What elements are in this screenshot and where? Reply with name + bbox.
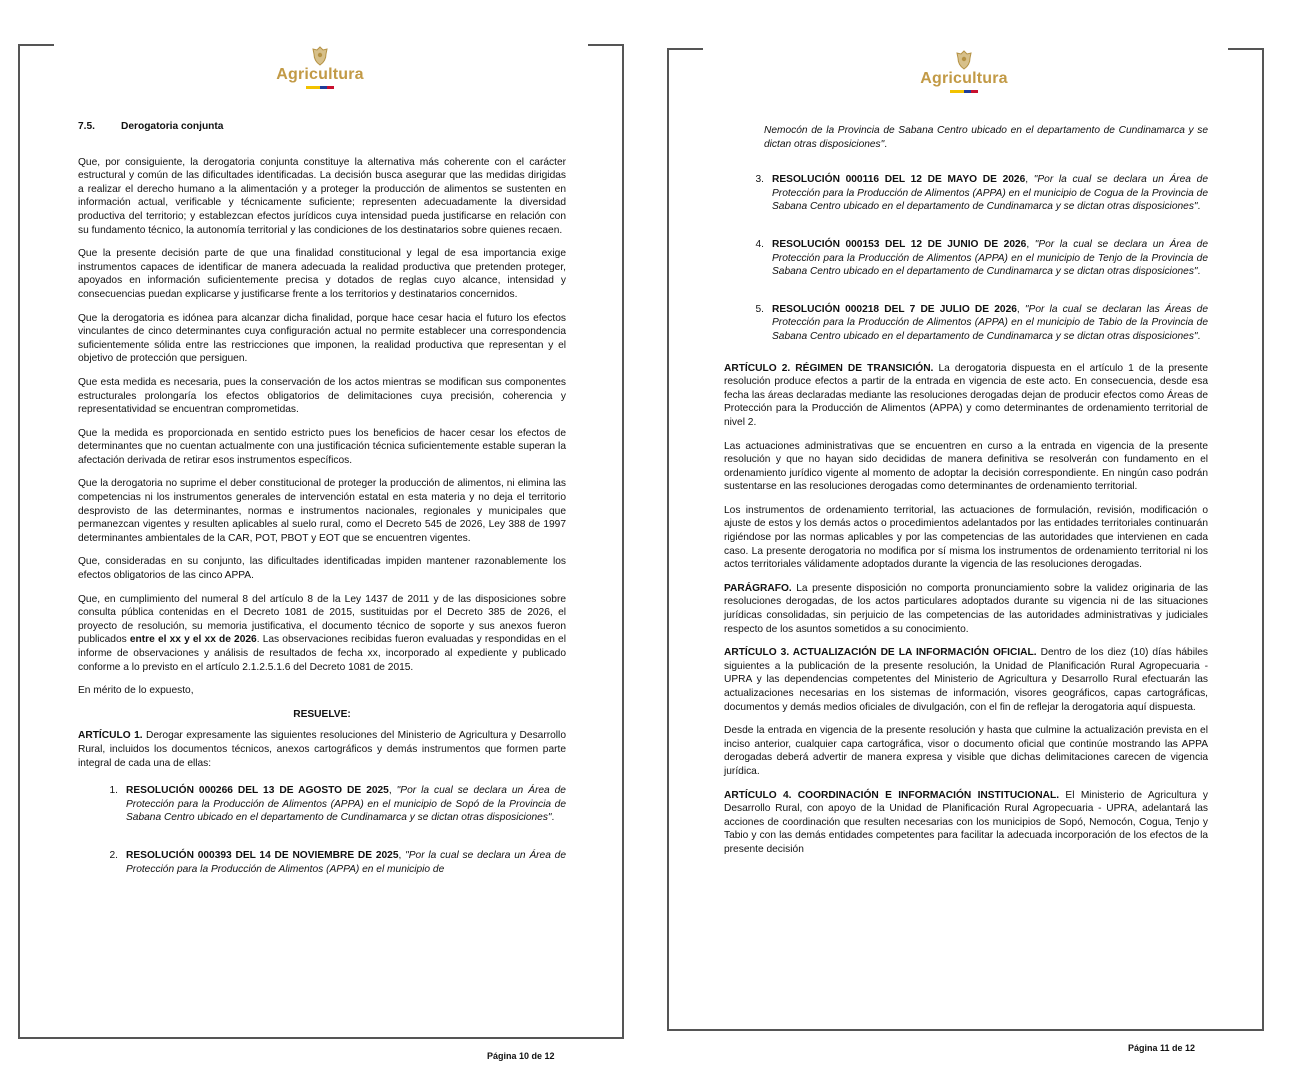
list-item: 1. RESOLUCIÓN 000266 DEL 13 DE AGOSTO DE 2025, "Por la cual se declara un Área de Protección para la Producción de Alimentos (APPA) en el municipio de Sopó de la Provincia de Sabana Centro ubicado en el departamento de Cundinamarca y se dictan otras disposiciones". — [109, 785, 566, 824]
list-item: 5. RESOLUCIÓN 000218 DEL 7 DE JULIO DE 2026, "Por la cual se declaran las Áreas de Protección para la Producción de Alimentos (APPA) en el municipio de Tabio de la Provincia de Sabana Centro ubicado en el departamento de Cundinamarca y se dictan otras disposiciones". — [755, 303, 1208, 342]
article-3: ARTÍCULO 3. ACTUALIZACIÓN DE LA INFORMACIÓN OFICIAL. Dentro de los diez (10) días hábiles siguientes a la publicación de la presente resolución, la Unidad de Planificación Rural Agropecuaria - UPRA y las dependencias competentes del Ministerio de Agricultura y Desarrollo Rural efectuarán las actualizaciones necesarias en los sistemas de información, visores geográficos, capas cartográficas, documentos y demás medios oficiales de divulgación, con el fin de reflejar la derogatoria aquí dispuesta. — [724, 647, 1208, 713]
paragraph: Que esta medida es necesaria, pues la conservación de los actos mientras se modifican sus componentes estructurales prolongaría los efectos obligatorios de delimitaciones cuya precisión, coherencia y representatividad se encuentran comprometidas. — [78, 376, 566, 416]
paragraph: Las actuaciones administrativas que se encuentren en curso a la entrada en vigencia de la presente resolución y que no hayan sido decididas de manera definitiva se resolverán con fundamento en el ordenamiento jurídico vigente al momento de adoptar la decisión correspondiente. En ningún caso podrán sustentarse en las resoluciones derogadas como determinantes de ordenamiento territorial. — [724, 440, 1208, 493]
colombia-flag-stripe — [950, 90, 978, 93]
agricultura-logo — [260, 46, 380, 89]
section-number: 7.5. — [78, 121, 95, 132]
logo-text: Agricultura — [920, 70, 1008, 87]
article-1-title: ARTÍCULO 1. — [78, 730, 143, 742]
paragraph-consulta-publica: Que, en cumplimiento del numeral 8 del artículo 8 de la Ley 1437 de 2011 y de las disposiciones sobre consulta pública contenidas en el Decreto 1081 de 2015, sustituidas por el Decreto 385 de 2026, el proyecto de resolución, su memoria justificativa, el documento técnico de soporte y sus anexos fueron publicados entre el xx y el xx de 2026. Las observaciones recibidas fueron evaluadas y respondidas en el informe de observaciones y análisis de resultados de fecha xx, incorporado al expediente y publicado conforme a lo previsto en el artículo 2.1.2.5.1.6 del Decreto 1081 de 2015. — [78, 593, 566, 673]
paragraph: Que, consideradas en su conjunto, las dificultades identificadas impiden mantener razonablemente los efectos obligatorios de las cinco APPA. — [78, 556, 566, 582]
page-number: Página 10 de 12 — [487, 1051, 555, 1061]
page-corner-mark — [1228, 48, 1262, 50]
article-3-title: ARTÍCULO 3. ACTUALIZACIÓN DE LA INFORMACIÓN OFICIAL. — [724, 647, 1037, 659]
coat-of-arms-icon — [953, 50, 975, 70]
list-item-continuation: Nemocón de la Provincia de Sabana Centro ubicado en el departamento de Cundinamarca y se dictan otras disposiciones". — [764, 125, 1208, 150]
article-1: ARTÍCULO 1. Derogar expresamente las siguientes resoluciones del Ministerio de Agricultura y Desarrollo Rural, incluidos los documentos técnicos, anexos cartográficos y demás instrumentos que formen parte integral de cada una de ellas: — [78, 730, 566, 769]
coat-of-arms-icon — [309, 46, 331, 66]
paragrafo: PARÁGRAFO. La presente disposición no comporta pronunciamiento sobre la validez originaria de las resoluciones derogadas, de los actos particulares adoptados durante su vigencia ni de las situaciones jurídicas consolidadas, sin perjuicio de las competencias de las autoridades administrativas y judiciales respecto de los asuntos sometidos a su conocimiento. — [724, 582, 1208, 635]
agricultura-logo — [904, 50, 1024, 93]
section-title: Derogatoria conjunta — [121, 121, 224, 132]
paragraph: Que la presente decisión parte de que una finalidad constitucional y legal de esa importancia exige instrumentos capaces de identificar de manera adecuada la realidad productiva que pretenden proteger, apoyados en información suficientemente precisa y dotados de reglas cuyo alcance, intensidad y consecuencias puedan explicarse y justificarse frente a los territorios y destinatarios concernidos. — [78, 248, 566, 300]
page-corner-mark — [20, 44, 54, 46]
list-item: 4. RESOLUCIÓN 000153 DEL 12 DE JUNIO DE 2026, "Por la cual se declara un Área de Protección para la Producción de Alimentos (APPA) en el municipio de Tenjo de la Provincia de Sabana Centro ubicado en el departamento de Cundinamarca y se dictan otras disposiciones". — [755, 238, 1208, 278]
section-heading — [78, 120, 566, 134]
paragraph: Que, por consiguiente, la derogatoria conjunta constituye la alternativa más coherente con el carácter estructural y común de las dificultades identificadas. La decisión busca asegurar que las medidas dirigidas a realizar el derecho humano a la alimentación y a proteger la producción de alimentos se sustenten en información actual, verificable y técnicamente suficiente; representen adecuadamente la diversidad productiva del territorio; y establezcan efectos jurídicos cuya intensidad pueda justificarse en relación con su fundamento técnico, la autonomía territorial y las condiciones de los destinatarios sobre quienes recaen. — [78, 156, 566, 236]
document-page-left — [18, 44, 624, 1039]
page-number: Página 11 de 12 — [1128, 1043, 1196, 1053]
paragraph: Que la medida es proporcionada en sentido estricto pues los beneficios de hacer cesar los efectos de determinantes que no cuentan actualmente con una justificación técnica suficientemente estable superan la afectación derivada de retirar esos instrumentos específicos. — [78, 427, 566, 466]
resuelve-heading: RESUELVE: — [293, 708, 351, 720]
list-item: 3. RESOLUCIÓN 000116 DEL 12 DE MAYO DE 2026, "Por la cual se declara un Área de Protección para la Producción de Alimentos (APPA) en el municipio de Cogua de la Provincia de Sabana Centro ubicado en el departamento de Cundinamarca y se dictan otras disposiciones". — [755, 174, 1208, 213]
paragraph: Desde la entrada en vigencia de la presente resolución y hasta que culmine la actualización prevista en el inciso anterior, cualquier capa cartográfica, visor o documento oficial que continúe mostrando las APPA derogadas deberá advertir de manera expresa y visible que dichas delimitaciones carecen de vigencia jurídica. — [724, 725, 1208, 777]
list-item: 2. RESOLUCIÓN 000393 DEL 14 DE NOVIEMBRE DE 2025, "Por la cual se declara un Área de Protección para la Producción de Alimentos (APPA) en el municipio de — [109, 849, 566, 875]
article-4-title: ARTÍCULO 4. COORDINACIÓN E INFORMACIÓN INSTITUCIONAL. — [724, 789, 1060, 801]
article-2: ARTÍCULO 2. RÉGIMEN DE TRANSICIÓN. La derogatoria dispuesta en el artículo 1 de la presente resolución produce efectos a partir de la entrada en vigencia de este acto. En consecuencia, desde esa fecha las áreas declaradas mediante las resoluciones derogadas dejan de producir efectos como Áreas de Protección para la Producción de Alimentos (APPA) y como determinantes de ordenamiento territorial de nivel 2. — [724, 362, 1208, 428]
page-content — [78, 120, 566, 900]
publication-dates: entre el xx y el xx de 2026 — [129, 634, 257, 646]
page-corner-mark — [588, 44, 622, 46]
page-corner-mark — [669, 48, 703, 50]
colombia-flag-stripe — [306, 86, 334, 89]
paragraph-merito: En mérito de lo expuesto, — [78, 685, 194, 697]
paragraph: Que la derogatoria no suprime el deber constitucional de proteger la producción de alimentos, ni elimina las competencias ni los instrumentos generales de intervención estatal en esta materia y no deja el territorio desprovisto de las determinantes, normas e instrumentos nacionales, regionales y municipales que permanezcan vigentes y resulten aplicables al suelo rural, como el Decreto 545 de 2026, Ley 388 de 1997 determinantes ambientales de la CAR, POT, PBOT y EOT que se encuentren vigentes. — [78, 478, 566, 544]
paragraph: Los instrumentos de ordenamiento territorial, las actuaciones de formulación, revisión, modificación o ajuste de estos y los demás actos o procedimientos adelantados por las entidades territoriales continuarán rigiéndose por las normas aplicables y por las competencias de las autoridades que intervienen en cada caso. La presente derogatoria no modifica por sí misma los instrumentos de ordenamiento territorial ni los actos territoriales válidamente adoptados durante la vigencia de las resoluciones derogadas. — [724, 504, 1208, 571]
document-page-right — [667, 48, 1264, 1031]
article-2-title: ARTÍCULO 2. RÉGIMEN DE TRANSICIÓN. — [724, 362, 934, 374]
paragrafo-title: PARÁGRAFO. — [724, 582, 792, 594]
page-content — [724, 124, 1208, 867]
logo-text: Agricultura — [276, 66, 364, 83]
article-4: ARTÍCULO 4. COORDINACIÓN E INFORMACIÓN INSTITUCIONAL. El Ministerio de Agricultura y Desarrollo Rural, con apoyo de la Unidad de Planificación Rural Agropecuaria - UPRA, adelantará las acciones de coordinación que resulten necesarias con los municipios de Sopó, Nemocón, Cogua, Tenjo y Tabio y con las demás entidades competentes para facilitar la adecuada incorporación de los efectos de la presente decisión — [724, 789, 1208, 855]
paragraph: Que la derogatoria es idónea para alcanzar dicha finalidad, porque hace cesar hacia el futuro los efectos vinculantes de cinco determinantes cuya configuración actual no permite establecer una correspondencia suficientemente sólida entre las restricciones que imponen, la realidad productiva que representan y el objetivo de protección que persiguen. — [78, 312, 566, 365]
